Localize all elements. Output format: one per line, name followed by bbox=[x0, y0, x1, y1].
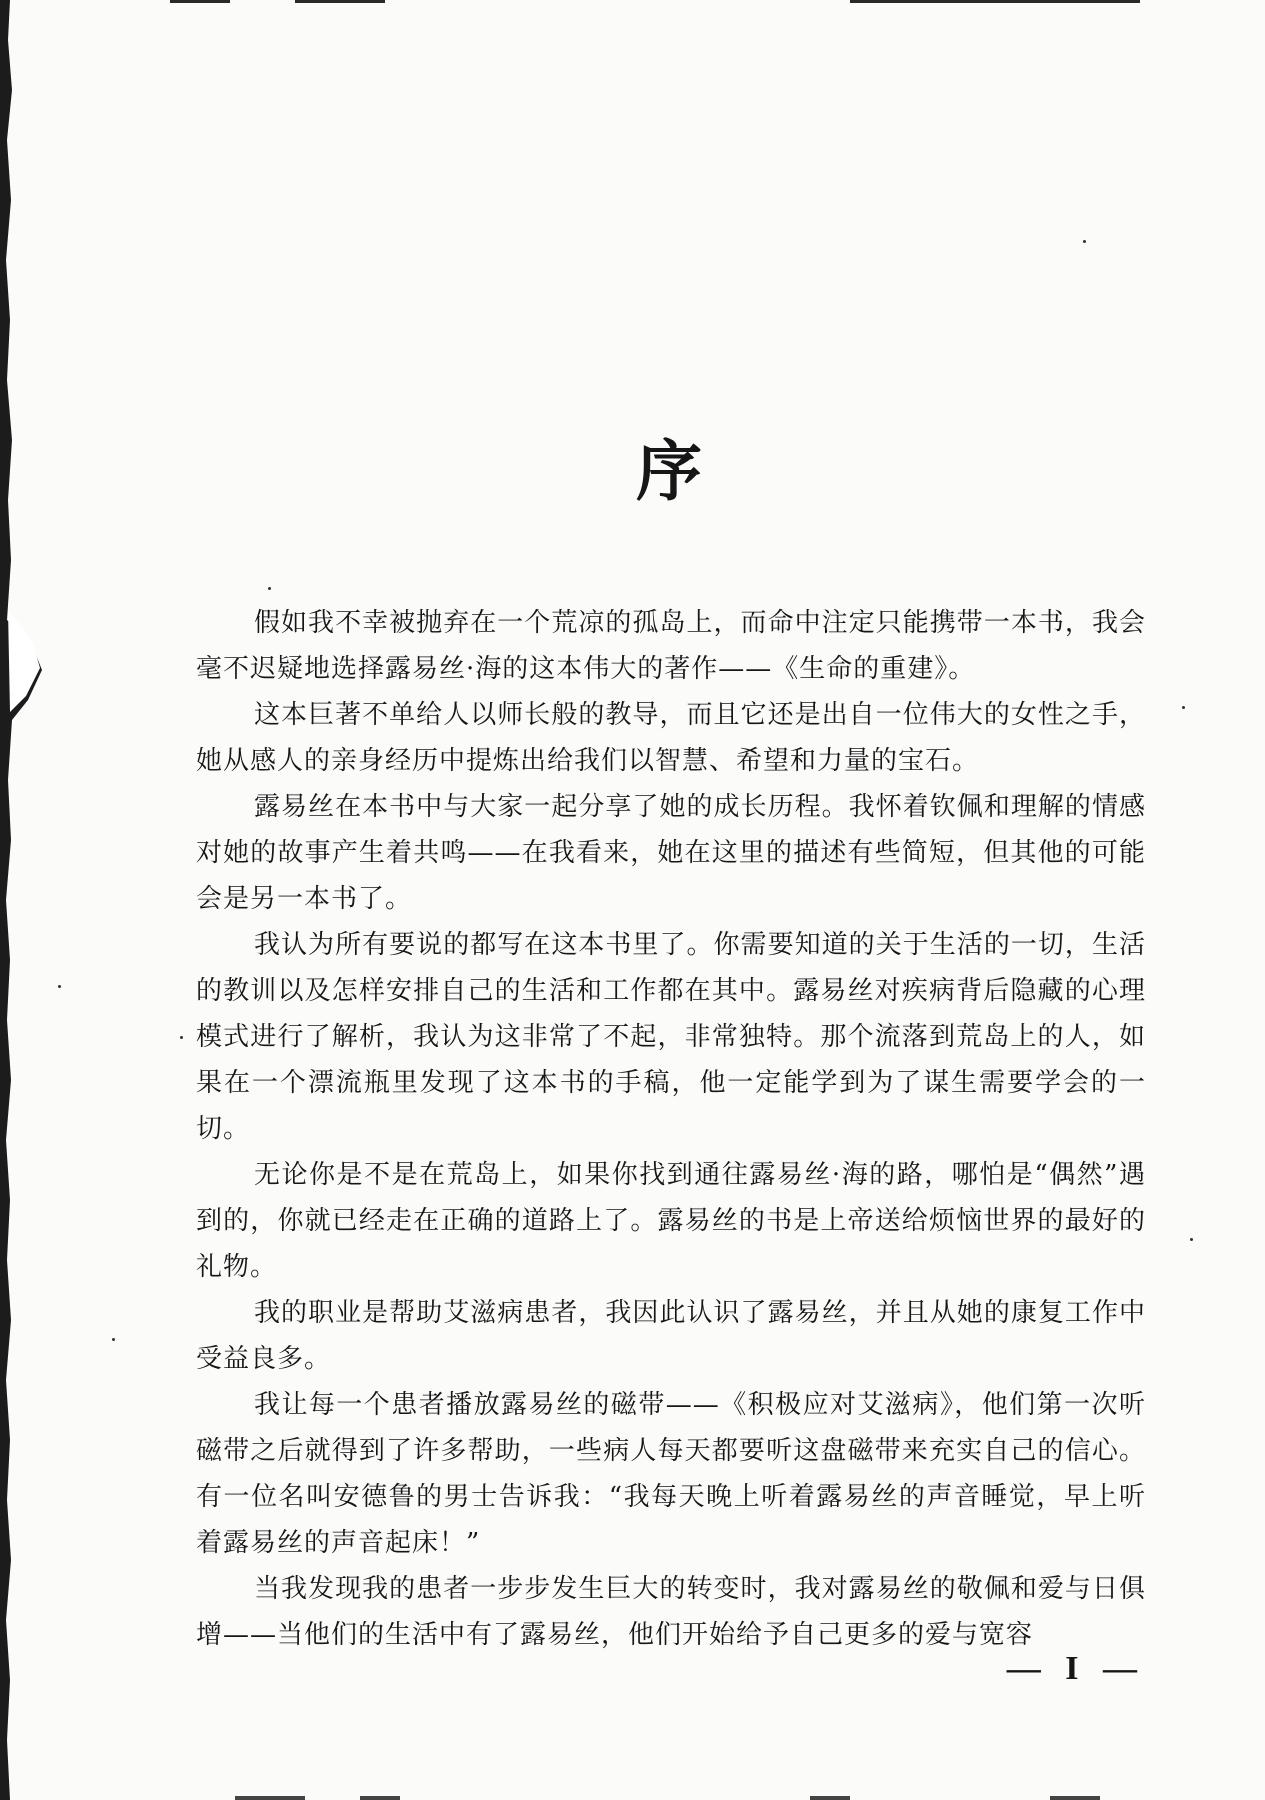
top-scan-mark bbox=[295, 0, 385, 3]
paragraph: 我让每一个患者播放露易丝的磁带——《积极应对艾滋病》，他们第一次听磁带之后就得到了许多帮助，一些病人每天都要听这盘磁带来充实自己的信心。有一位名叫安德鲁的男士告诉我：“我每天晚上听着露易丝的声音睡觉，早上听着露易丝的声音起床！” bbox=[196, 1390, 1146, 1558]
torn-page-edge bbox=[0, 0, 48, 1800]
paragraph: 当我发现我的患者一步步发生巨大的转变时，我对露易丝的敬佩和爱与日俱增——当他们的生活中有了露易丝，他们开始给予自己更多的爱与宽容 bbox=[196, 1574, 1146, 1650]
scan-speck bbox=[112, 1338, 115, 1341]
top-scan-mark bbox=[850, 0, 1140, 3]
scan-speck bbox=[1182, 706, 1185, 709]
page-number: — I — bbox=[1006, 1650, 1145, 1687]
scan-speck bbox=[1083, 240, 1086, 243]
top-scan-mark bbox=[170, 0, 230, 3]
body-text bbox=[196, 600, 1146, 1658]
scan-speck bbox=[1190, 1238, 1193, 1241]
bottom-scan-mark bbox=[360, 1796, 400, 1800]
page-title: 序 bbox=[636, 432, 704, 510]
paragraph: 我认为所有要说的都写在这本书里了。你需要知道的关于生活的一切，生活的教训以及怎样安排自己的生活和工作都在其中。露易丝对疾病背后隐藏的心理模式进行了解析，我认为这非常了不起，非常独特。那个流落到荒岛上的人，如果在一个漂流瓶里发现了这本书的手稿，他一定能学到为了谋生需要学会的一切。 bbox=[196, 930, 1146, 1144]
paragraph: 假如我不幸被抛弃在一个荒凉的孤岛上，而命中注定只能携带一本书，我会毫不迟疑地选择露易丝·海的这本伟大的著作——《生命的重建》。 bbox=[196, 608, 1146, 684]
paragraph: 我的职业是帮助艾滋病患者，我因此认识了露易丝，并且从她的康复工作中受益良多。 bbox=[196, 1298, 1146, 1374]
scan-speck bbox=[268, 587, 271, 590]
bottom-scan-mark bbox=[810, 1796, 850, 1800]
paragraph: 无论你是不是在荒岛上，如果你找到通往露易丝·海的路，哪怕是“偶然”遇到的，你就已经走在正确的道路上了。露易丝的书是上帝送给烦恼世界的最好的礼物。 bbox=[196, 1160, 1146, 1282]
paragraph: 这本巨著不单给人以师长般的教导，而且它还是出自一位伟大的女性之手，她从感人的亲身经历中提炼出给我们以智慧、希望和力量的宝石。 bbox=[196, 700, 1146, 776]
paragraph: 露易丝在本书中与大家一起分享了她的成长历程。我怀着钦佩和理解的情感对她的故事产生着共鸣——在我看来，她在这里的描述有些简短，但其他的可能会是另一本书了。 bbox=[196, 792, 1146, 914]
bottom-scan-mark bbox=[1050, 1796, 1100, 1800]
bottom-scan-mark bbox=[235, 1796, 305, 1800]
scan-speck bbox=[180, 1036, 183, 1039]
scan-speck bbox=[58, 985, 61, 988]
